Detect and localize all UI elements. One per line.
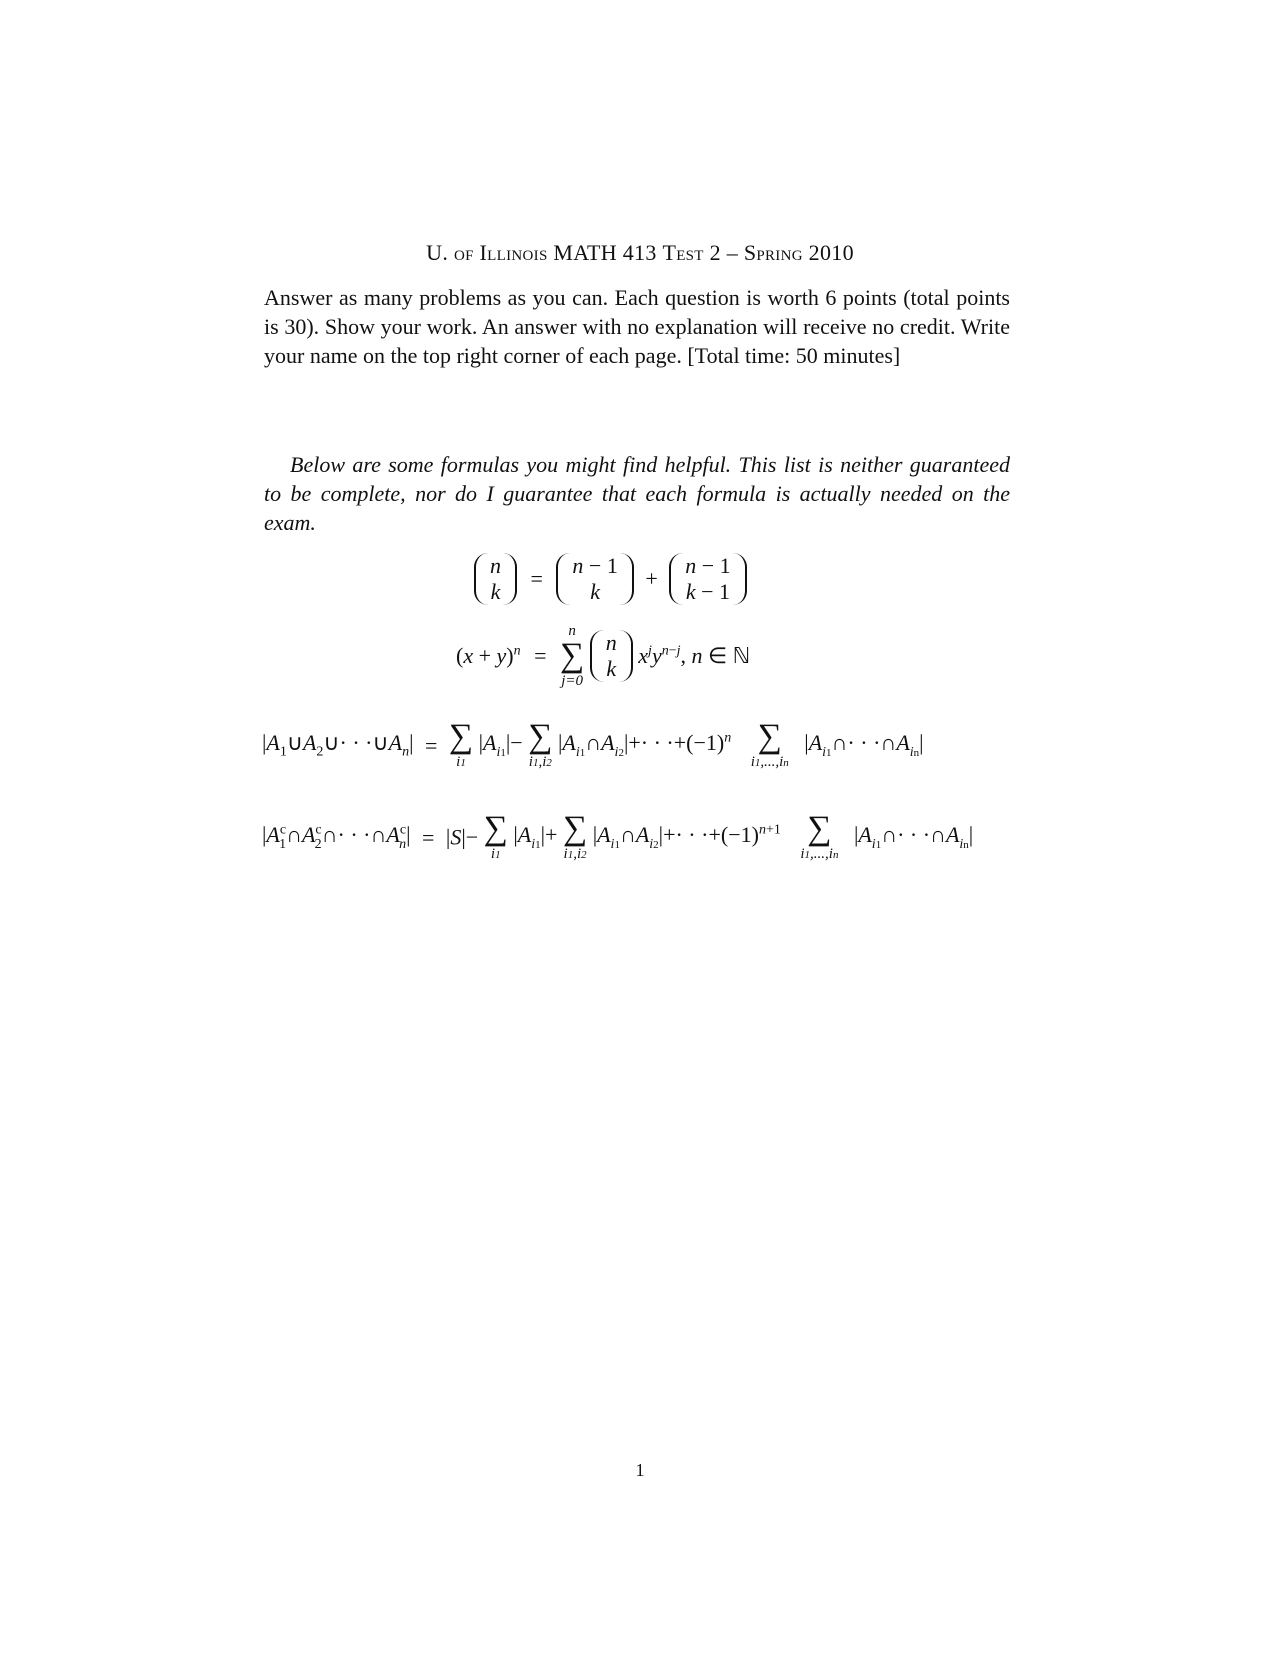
summation-c-i1-in: ∑ i1,...,in [800,810,839,862]
summation-j: n ∑ j=0 [560,623,585,689]
title-year: 2010 [808,240,854,265]
binom-n-1-k: n − 1 k [556,553,633,605]
binom-n-k-2: n k [590,630,633,682]
summation-c-i1-i2: ∑ i1,i2 [562,810,588,862]
page-number: 1 [635,1460,645,1480]
binom-n-k: n k [474,553,517,605]
summation-i1-in: ∑ i1,...,in [750,718,789,770]
title-test: Test [662,240,704,265]
formula-pascal: n k = n − 1 k + n − 1 k − 1 [474,553,747,605]
title-illinois: Illinois [479,240,548,265]
formula-inclusion-exclusion-complement: $|A^c_1\cap A^c_2\cap\cdot$ · $\cdot\cap A^c_n| = |S|-$ ∑ i1 $|A_{i1}|+$ ∑ i1,i2 $|A_{i1}\cap A_{i2}|+\cdot \cdot \cdot+(-1)^{n+1}$ ∑ i1,...,in $|A_{i1}\cap\cdot$ · $\cdot\cap A_{in}|$ [262,810,974,862]
summation-i1: ∑ i1 [448,718,474,770]
instructions-paragraph: Answer as many problems as you can. Each question is worth 6 points (total points is 30). Show your work. An answer with no explanation will receive no credit. Write your name on the top right corner of each page. [Total time: 50 minutes] [264,285,1010,368]
page-title [264,240,1016,266]
summation-i1-i2: ∑ i1,i2 [528,718,553,770]
formula-binomial-theorem: $(x + y)^n$ = n ∑ j=0 n k $x^jy^{n-j}$, n ∈ ℕ [456,623,751,689]
formula-note-paragraph: Below are some formulas you might find helpful. This list is neither guaranteed to be complete, nor do I guarantee that each formula is actually needed on the exam. [264,452,1010,535]
title-course: MATH 413 [553,240,657,265]
title-number: 2 – [709,240,738,265]
binom-n-1-k-1: n − 1 k − 1 [669,553,746,605]
formula-inclusion-exclusion-union: $|A_1\cup A_2\cup\cdot$ · $\cdot\cup A_n|$ = ∑ i1 $|A_{i1}|-$ ∑ i1,i2 $|A_{i1}\cap A_{i2}|+\cdot \cdot \cdot+(-1)^n$ ∑ i1,...,in $|A_{i1}\cap\cdot$ · $\cdot\cap A_{in}|$ [262,718,924,770]
title-spring: Spring [743,240,803,265]
summation-c-i1: ∑ i1 [483,810,508,862]
title-prefix: U. [426,240,449,265]
title-of: of [453,240,474,265]
